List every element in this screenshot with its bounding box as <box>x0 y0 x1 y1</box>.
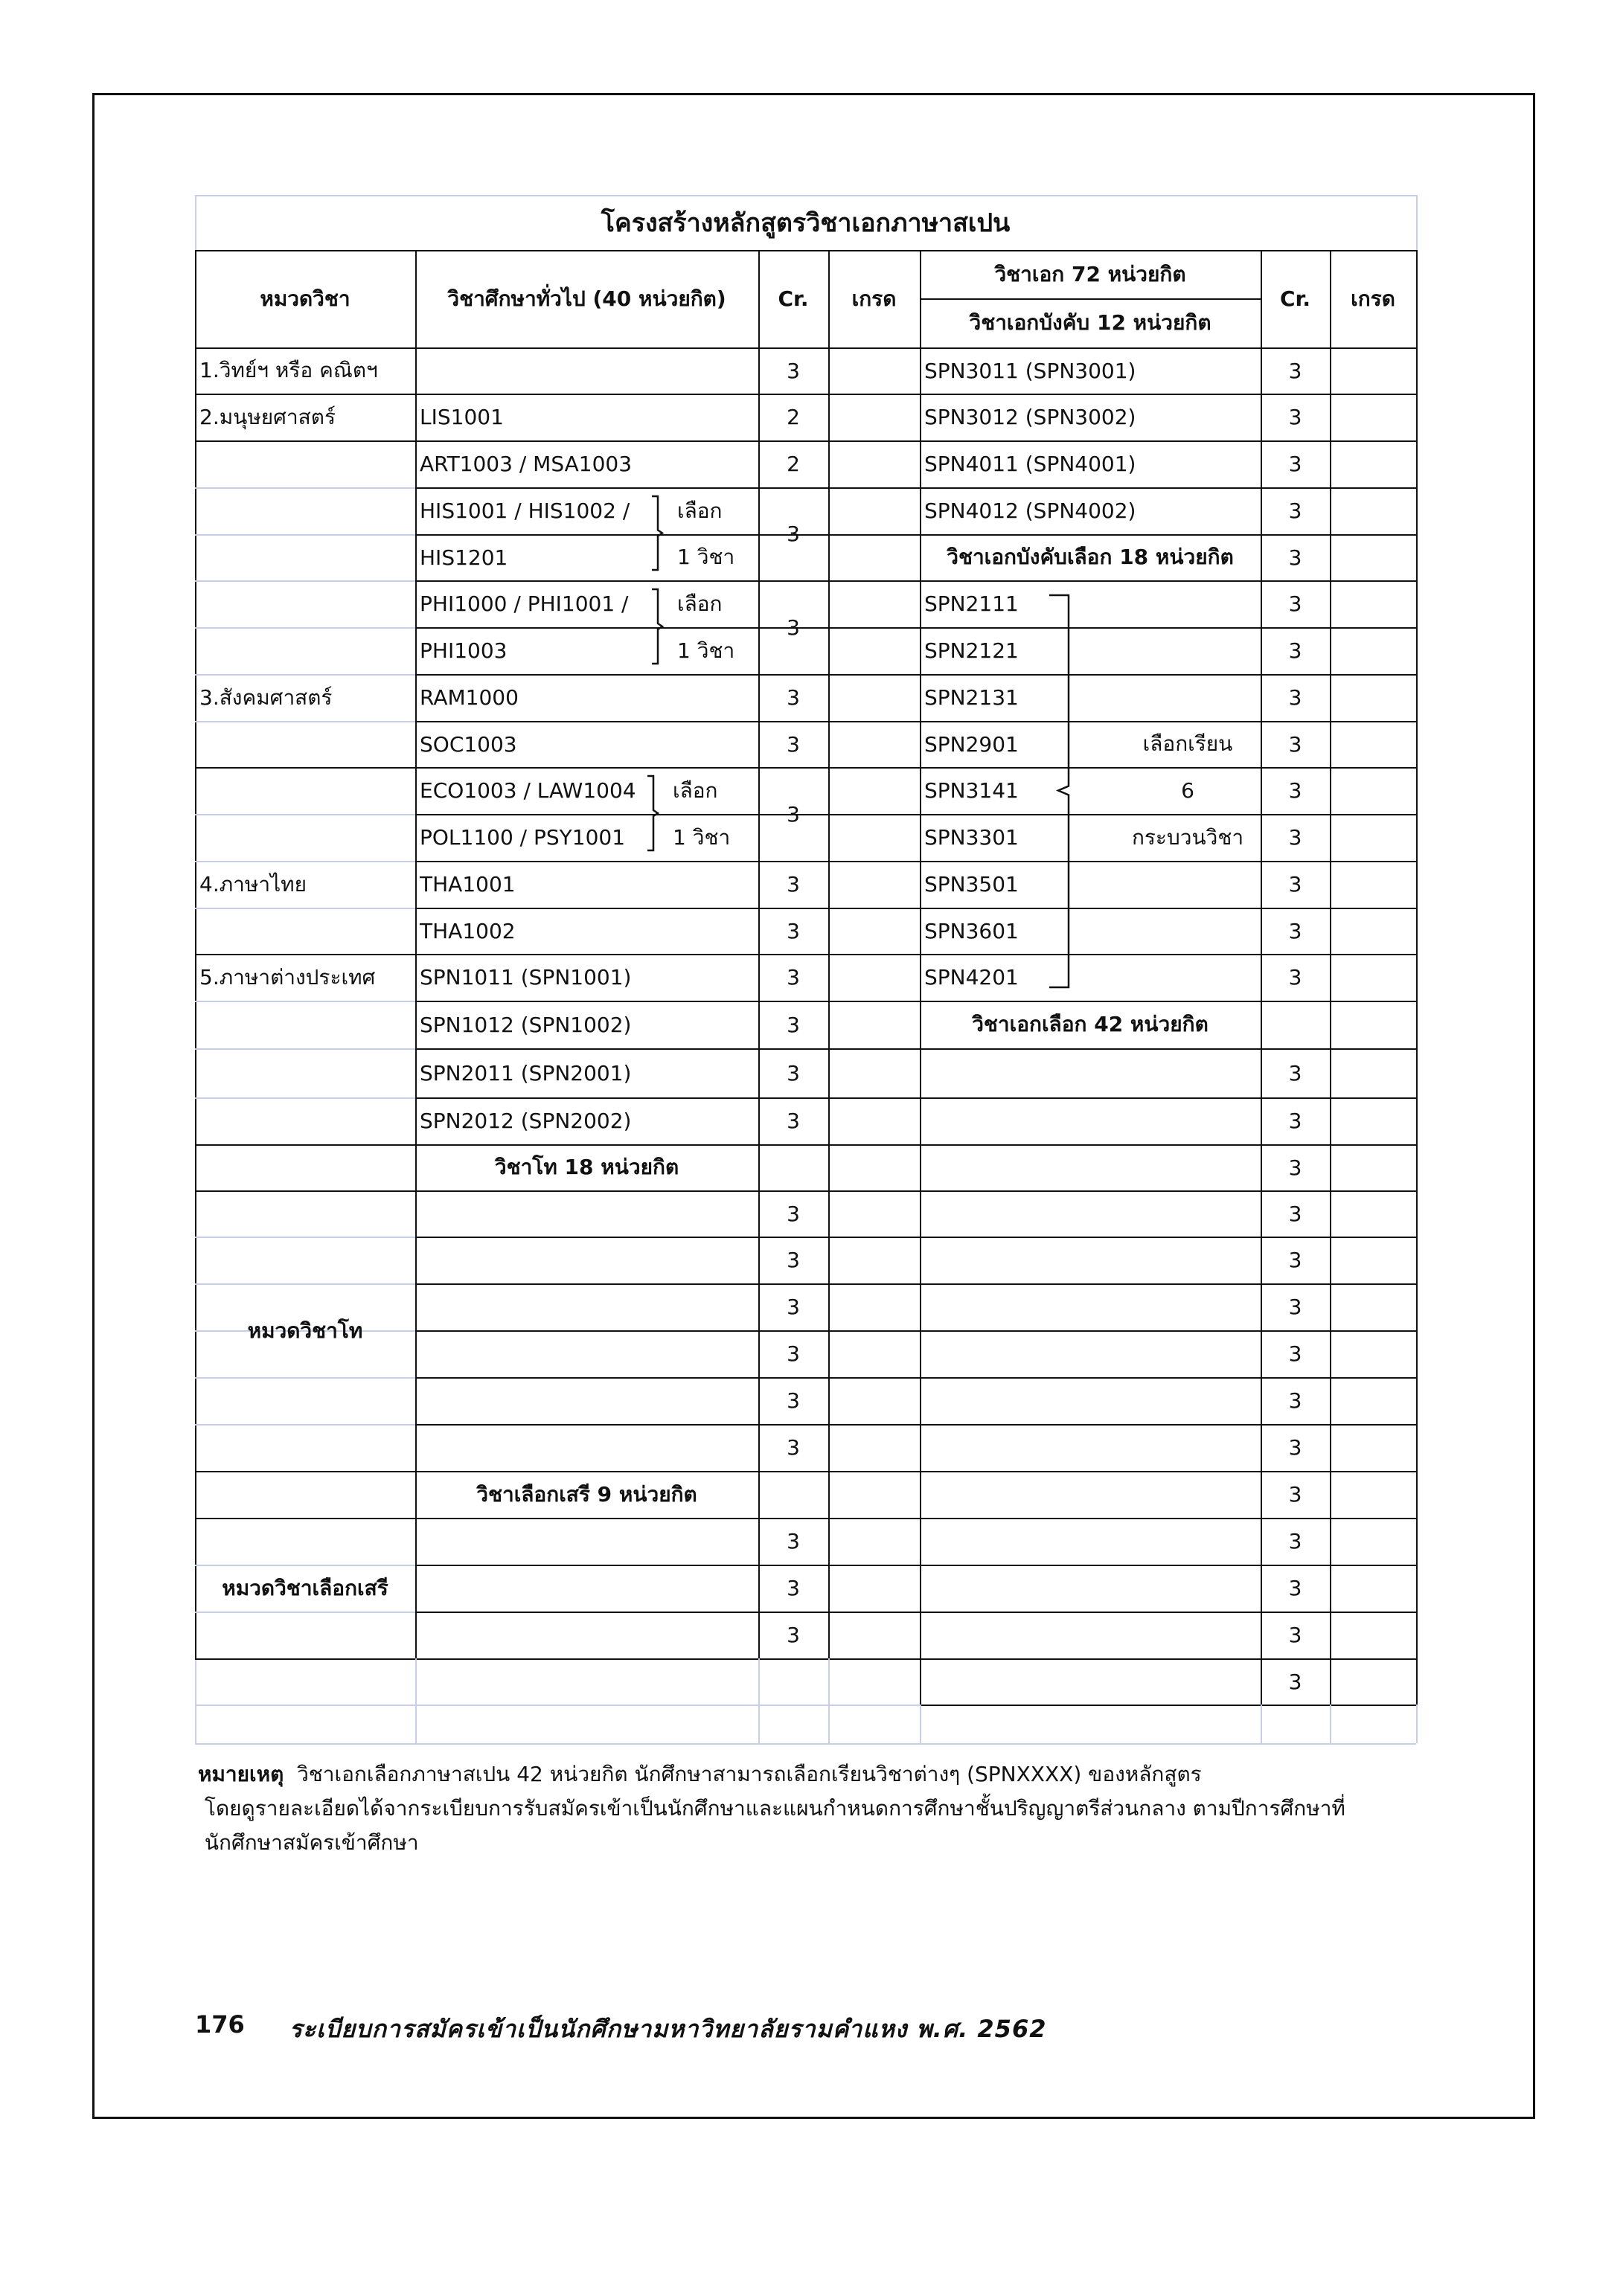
category-rule <box>195 814 415 815</box>
page-number: 176 <box>195 2010 245 2039</box>
general-course: HIS1201 <box>420 545 508 570</box>
major-course: SPN2901 <box>924 731 1019 757</box>
minor-cr: 3 <box>787 1295 800 1319</box>
choose-label: เลือก <box>677 498 723 523</box>
major-course: SPN3501 <box>924 872 1019 897</box>
general-course: SPN1011 (SPN1001) <box>420 965 632 990</box>
note-line-3: นักศึกษาสมัครเข้าศึกษา <box>204 1830 419 1855</box>
table-rule <box>920 1144 1416 1146</box>
header-cr: Cr. <box>778 286 809 311</box>
category-thai: 4.ภาษาไทย <box>199 871 307 897</box>
category-science: 1.วิทย์ฯ หรือ คณิตฯ <box>199 358 378 382</box>
elective-bracket-icon <box>1046 594 1076 989</box>
choose-label: เลือก <box>673 777 718 803</box>
one-subject-label: 1 วิชา <box>677 545 735 569</box>
minor-cr: 3 <box>787 1248 800 1272</box>
category-rule <box>195 627 415 629</box>
major-course: SPN3601 <box>924 918 1019 943</box>
category-rule <box>195 767 415 769</box>
category-rule <box>195 721 415 722</box>
header-general: วิชาศึกษาทั่วไป (40 หน่วยกิต) <box>447 286 726 311</box>
table-rule <box>920 1048 1416 1050</box>
table-rule <box>1416 250 1418 1705</box>
table-rule <box>920 1330 1416 1332</box>
category-rule <box>195 908 415 909</box>
major-elective-cr: 3 <box>1288 1248 1302 1272</box>
header-grade: เกรด <box>851 286 897 311</box>
category-rule <box>195 534 415 536</box>
note-line-2: โดยดูรายละเอียดได้จากระเบียบการรับสมัครเข้าเป็นนักศึกษาและแผนกำหนดการศึกษาชั้นปริญญาตรีส่วนกลาง ตามปีการศึกษาที่ <box>204 1796 1345 1821</box>
choice-label: เลือกเรียน <box>1142 731 1233 756</box>
general-cr-phi: 3 <box>787 615 800 640</box>
table-rule <box>415 1612 920 1613</box>
major-cr: 3 <box>1288 358 1302 383</box>
page-footer <box>195 2010 1046 2048</box>
major-course: SPN4012 (SPN4002) <box>924 498 1136 523</box>
major-cr: 3 <box>1288 965 1302 990</box>
major-course: SPN4201 <box>924 965 1019 990</box>
bracket-icon <box>646 775 661 852</box>
general-cr-eco: 3 <box>787 801 800 827</box>
major-elective-cr: 3 <box>1288 1295 1302 1319</box>
curriculum-table <box>195 195 1416 1743</box>
table-rule <box>920 1237 1416 1238</box>
general-course: ECO1003 / LAW1004 <box>420 778 636 803</box>
footnote <box>198 1757 1345 1860</box>
note-label: หมายเหตุ <box>198 1762 284 1786</box>
one-subject-label: 1 วิชา <box>677 638 735 663</box>
table-rule <box>828 1658 830 1743</box>
major-course: SPN2131 <box>924 685 1019 710</box>
category-rule <box>195 1144 415 1146</box>
bracket-icon <box>650 588 665 665</box>
general-cr-his: 3 <box>787 522 800 546</box>
category-rule <box>195 580 415 582</box>
table-rule <box>195 1705 920 1706</box>
table-rule <box>415 1518 920 1519</box>
major-course: SPN3141 <box>924 778 1019 803</box>
free-cr: 3 <box>787 1623 800 1647</box>
general-course: LIS1001 <box>420 405 504 429</box>
table-rule <box>758 1658 760 1743</box>
table-rule <box>920 1097 1416 1099</box>
table-rule <box>1261 1705 1262 1743</box>
bracket-icon <box>650 495 665 571</box>
general-course <box>415 347 758 394</box>
major-elective-cr: 3 <box>1288 1623 1302 1647</box>
general-course: SPN1012 (SPN1002) <box>420 1012 632 1037</box>
table-rule <box>1330 1705 1331 1743</box>
table-rule <box>920 1705 921 1743</box>
general-cr: 3 <box>787 685 800 710</box>
table-rule <box>920 1190 1416 1192</box>
minor-cr: 3 <box>787 1201 800 1226</box>
table-rule <box>415 1377 920 1379</box>
general-course: ART1003 / MSA1003 <box>420 452 633 476</box>
major-course: SPN3301 <box>924 825 1019 850</box>
table-rule <box>415 1190 920 1192</box>
major-cr: 3 <box>1288 638 1302 663</box>
general-course: PHI1003 <box>420 638 508 663</box>
header-major-required: วิชาเอกบังคับ 12 หน่วยกิต <box>969 310 1211 335</box>
category-rule <box>195 1048 415 1050</box>
general-cr: 3 <box>787 918 800 943</box>
header-cr-2: Cr. <box>1279 286 1310 311</box>
table-rule <box>415 1330 920 1332</box>
general-course: PHI1000 / PHI1001 / <box>420 591 629 616</box>
table-rule <box>920 1565 1416 1566</box>
major-course: SPN3011 (SPN3001) <box>924 358 1136 383</box>
general-cr: 3 <box>787 358 800 383</box>
major-cr: 3 <box>1288 731 1302 757</box>
general-cr: 2 <box>787 405 800 429</box>
major-cr: 3 <box>1288 685 1302 710</box>
general-course: POL1100 / PSY1001 <box>420 825 626 850</box>
category-rule <box>195 487 415 489</box>
free-elective-header: วิชาเลือกเสรี 9 หน่วยกิต <box>476 1481 697 1507</box>
header-grade-2: เกรด <box>1351 286 1395 311</box>
general-cr: 3 <box>787 1060 800 1086</box>
major-elective-cr: 3 <box>1288 1482 1302 1507</box>
table-rule <box>1330 1658 1331 1705</box>
table-rule <box>415 1237 920 1238</box>
table-rule <box>920 1705 1416 1706</box>
major-elective-cr: 3 <box>1288 1435 1302 1460</box>
free-cr: 3 <box>787 1529 800 1553</box>
major-elective-cr: 3 <box>1288 1109 1302 1133</box>
one-subject-label: 1 วิชา <box>673 824 731 850</box>
table-title: โครงสร้างหลักสูตรวิชาเอกภาษาสเปน <box>601 208 1011 238</box>
table-rule <box>920 1658 1416 1660</box>
major-cr: 3 <box>1288 778 1302 803</box>
major-elective-cr: 3 <box>1288 1669 1302 1694</box>
general-course: SPN2011 (SPN2001) <box>420 1060 632 1086</box>
major-cr: 3 <box>1288 545 1302 570</box>
table-bottom-border <box>195 1743 1416 1745</box>
major-cr: 3 <box>1288 591 1302 616</box>
major-course: SPN2111 <box>924 591 1019 616</box>
free-cr: 3 <box>787 1576 800 1600</box>
choose-label: เลือก <box>677 591 723 616</box>
major-cr: 3 <box>1288 872 1302 897</box>
table-rule <box>415 1658 417 1743</box>
major-elective-required-header: วิชาเอกบังคับเลือก 18 หน่วยกิต <box>947 545 1234 569</box>
minor-cr: 3 <box>787 1341 800 1366</box>
table-rule <box>920 1471 1416 1472</box>
general-cr: 3 <box>787 1012 800 1037</box>
table-rule <box>920 1612 1416 1613</box>
category-rule <box>195 1097 415 1099</box>
category-rule <box>195 1001 415 1002</box>
major-elective-cr: 3 <box>1288 1201 1302 1226</box>
major-elective-cr: 3 <box>1288 1341 1302 1366</box>
table-rule <box>415 1424 920 1426</box>
major-elective-cr: 3 <box>1288 1529 1302 1553</box>
category-rule <box>195 1471 415 1472</box>
major-course: SPN2121 <box>924 638 1019 663</box>
note-line-1: วิชาเอกเลือกภาษาสเปน 42 หน่วยกิต นักศึกษาสามารถเลือกเรียนวิชาต่างๆ (SPNXXXX) ของหลักสูตร <box>297 1762 1202 1786</box>
general-cr: 3 <box>787 965 800 990</box>
category-social: 3.สังคมศาสตร์ <box>199 684 333 710</box>
general-cr: 3 <box>787 872 800 897</box>
category-rule <box>195 440 415 442</box>
minor-cr: 3 <box>787 1435 800 1460</box>
category-humanities: 2.มนุษยศาสตร์ <box>199 404 336 429</box>
general-cr: 3 <box>787 731 800 757</box>
general-course: HIS1001 / HIS1002 / <box>420 498 630 523</box>
major-elective-header: วิชาเอกเลือก 42 หน่วยกิต <box>972 1012 1209 1036</box>
major-cr: 3 <box>1288 498 1302 523</box>
major-elective-cr: 3 <box>1288 1388 1302 1413</box>
header-category: หมวดวิชา <box>260 286 350 311</box>
minor-cr: 3 <box>787 1388 800 1413</box>
table-rule <box>415 1283 920 1285</box>
major-elective-cr: 3 <box>1288 1155 1302 1180</box>
major-course: SPN4011 (SPN4001) <box>924 452 1136 476</box>
choice-unit: กระบวนวิชา <box>1131 824 1244 850</box>
general-cr: 3 <box>787 1109 800 1133</box>
choice-count: 6 <box>1181 778 1194 803</box>
general-course: RAM1000 <box>420 685 519 710</box>
minor-header: วิชาโท 18 หน่วยกิต <box>494 1155 679 1179</box>
table-rule <box>415 1565 920 1566</box>
table-rule <box>920 1518 1416 1519</box>
major-cr: 3 <box>1288 918 1302 943</box>
table-rule <box>920 1424 1416 1426</box>
major-cr: 3 <box>1288 405 1302 429</box>
major-elective-cr: 3 <box>1288 1576 1302 1600</box>
major-cr: 3 <box>1288 825 1302 850</box>
table-rule <box>920 1658 921 1705</box>
table-rule <box>920 1283 1416 1285</box>
major-course: SPN3012 (SPN3002) <box>924 405 1136 429</box>
table-rule <box>195 1658 920 1660</box>
category-minor: หมวดวิชาโท <box>247 1318 363 1343</box>
general-course: SPN2012 (SPN2002) <box>420 1109 632 1133</box>
category-free: หมวดวิชาเลือกเสรี <box>222 1575 388 1600</box>
general-course: THA1002 <box>420 918 516 943</box>
major-cr: 3 <box>1288 452 1302 476</box>
general-course: SOC1003 <box>420 731 517 757</box>
major-elective-cr: 3 <box>1288 1060 1302 1086</box>
footer-title: ระเบียบการสมัครเข้าเป็นนักศึกษามหาวิทยาลัยรามคำแหง พ.ศ. 2562 <box>289 2015 1047 2043</box>
category-foreign: 5.ภาษาต่างประเทศ <box>199 964 376 990</box>
general-course: THA1001 <box>420 872 516 897</box>
header-major: วิชาเอก 72 หน่วยกิต <box>994 261 1186 286</box>
general-cr: 2 <box>787 452 800 476</box>
table-rule <box>920 1377 1416 1379</box>
